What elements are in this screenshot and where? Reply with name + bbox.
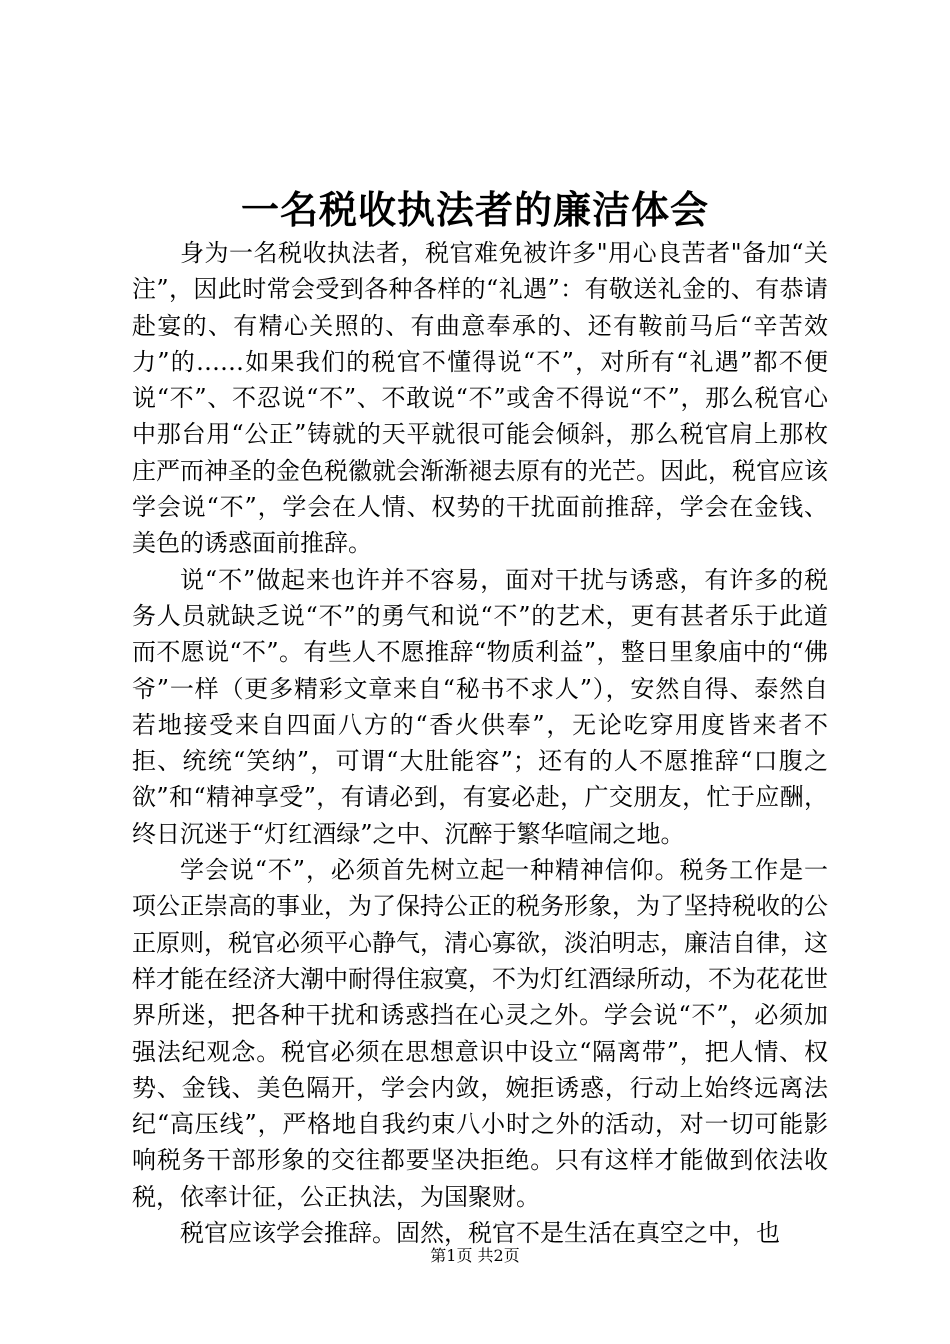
paragraph-1: 身为一名税收执法者，税官难免被许多"用心良苦者"备加“关注”，因此时常会受到各种各样的“礼遇”：有敬送礼金的、有恭请赴宴的、有精心关照的、有曲意奉承的、还有鞍前马后“辛苦效力”的……如果我们的税官不懂得说“不”，对所有“礼遇”都不便说“不”、不忍说“不”、不敢说“不”或舍不得说“不”，那么税官心中那台用“公正”铸就的天平就很可能会倾斜，那么税官肩上那枚庄严而神圣的金色税徽就会渐渐褪去原有的光芒。因此，税官应该学会说“不”，学会在人情、权势的干扰面前推辞，学会在金钱、美色的诱惑面前推辞。 bbox=[132, 239, 828, 558]
page-number-footer: 第1页 共2页 bbox=[430, 1246, 520, 1265]
paragraph-4: 税官应该学会推辞。固然，税官不是生活在真空之中，也 bbox=[180, 1219, 780, 1248]
paragraph-3: 学会说“不”，必须首先树立起一种精神信仰。税务工作是一项公正崇高的事业，为了保持公正的税务形象，为了坚持税收的公正原则，税官必须平心静气，清心寡欲，淡泊明志，廉洁自律，这样才能在经济大潮中耐得住寂寞，不为灯红酒绿所动，不为花花世界所迷，把各种干扰和诱惑挡在心灵之外。学会说“不”，必须加强法纪观念。税官必须在思想意识中设立“隔离带”，把人情、权势、金钱、美色隔开，学会内敛，婉拒诱惑，行动上始终远离法纪“高压线”，严格地自我约束八小时之外的活动，对一切可能影响税务干部形象的交往都要坚决拒绝。只有这样才能做到依法收税，依率计征，公正执法，为国聚财。 bbox=[132, 856, 828, 1211]
document-title: 一名税收执法者的廉洁体会 bbox=[240, 187, 709, 232]
paragraph-2: 说“不”做起来也许并不容易，面对干扰与诱惑，有许多的税务人员就缺乏说“不”的勇气和说“不”的艺术，更有甚者乐于此道而不愿说“不”。有些人不愿推辞“物质利益”，整日里象庙中的“佛爷”一样（更多精彩文章来自“秘书不求人”），安然自得、泰然自若地接受来自四面八方的“香火供奉”，无论吃穿用度皆来者不拒、统统“笑纳”，可谓“大肚能容”；还有的人不愿推辞“口腹之欲”和“精神享受”，有请必到，有宴必赴，广交朋友，忙于应酬，终日沉迷于“灯红酒绿”之中、沉醉于繁华喧闹之地。 bbox=[132, 565, 828, 848]
document-body bbox=[132, 235, 828, 1251]
